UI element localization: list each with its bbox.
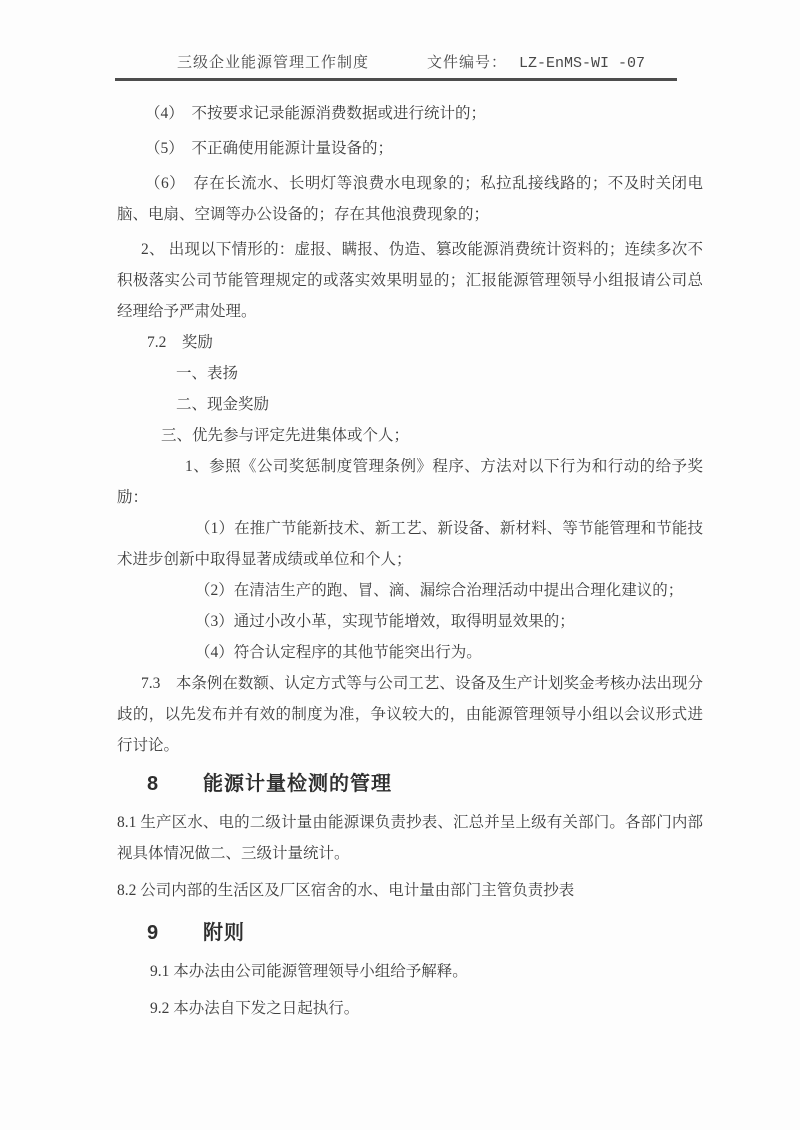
section-9-title: 附则 <box>203 922 245 944</box>
section-8-title: 能源计量检测的管理 <box>203 773 392 795</box>
document-title: 三级企业能源管理工作制度 <box>177 55 370 71</box>
document-number-group <box>427 52 645 75</box>
header-row <box>115 52 677 75</box>
document-number-value: LZ-EnMS-WI -07 <box>518 55 645 72</box>
section-7-2-subheading: 7.2 奖励 <box>147 334 213 351</box>
reward-type-1-paragraph: 一、表扬 <box>176 365 239 382</box>
section-9-heading <box>117 912 703 954</box>
reward-item-4-paragraph: （4）符合认定程序的其他节能突出行为。 <box>195 644 482 661</box>
reward-item-2-paragraph: （2）在清洁生产的跑、冒、滴、漏综合治理活动中提出合理化建议的； <box>195 582 684 599</box>
reward-item-1-paragraph: （1）在推广节能新技术、新工艺、新设备、新材料、等节能管理和节能技术进步创新中取得显著成绩或单位和个人； <box>117 520 703 568</box>
document-body <box>0 81 800 1024</box>
section-8-heading <box>117 763 703 805</box>
penalty-case-2-paragraph: 2、 出现以下情形的：虚报、瞒报、伪造、篡改能源消费统计资料的；连续多次不积极落实公司节能管理规定的或落实效果明显的；汇报能源管理领导小组报请公司总经理给予严肃处理。 <box>117 241 703 320</box>
reward-rule-1-paragraph: 1、参照《公司奖惩制度管理条例》程序、方法对以下行为和行动的给予奖励： <box>117 458 703 506</box>
page-header <box>0 0 800 81</box>
section-8-number: 8 <box>147 773 159 795</box>
section-8-1-paragraph: 8.1 生产区水、电的二级计量由能源课负责抄表、汇总并呈上级有关部门。各部门内部视具体情况做二、三级计量统计。 <box>117 814 703 862</box>
section-9-number: 9 <box>147 922 159 944</box>
section-9-2-paragraph: 9.2 本办法自下发之日起执行。 <box>150 1000 360 1017</box>
reward-type-2-paragraph: 二、现金奖励 <box>176 396 270 413</box>
reward-item-3-paragraph: （3）通过小改小革，实现节能增效，取得明显效果的； <box>195 613 575 630</box>
clause-6-paragraph: （6） 存在长流水、长明灯等浪费水电现象的；私拉乱接线路的；不及时关闭电脑、电扇、空调等办公设备的；存在其他浪费现象的； <box>117 175 703 223</box>
clause-4-paragraph: （4） 不按要求记录能源消费数据或进行统计的； <box>145 105 487 122</box>
section-9-1-paragraph: 9.1 本办法由公司能源管理领导小组给予解释。 <box>150 963 468 980</box>
clause-5-paragraph: （5） 不正确使用能源计量设备的； <box>145 140 394 157</box>
section-7-3-paragraph: 7.3 本条例在数额、认定方式等与公司工艺、设备及生产计划奖金考核办法出现分歧的，以先发布并有效的制度为准，争议较大的，由能源管理领导小组以会议形式进行讨论。 <box>117 675 703 754</box>
section-8-2-paragraph: 8.2 公司内部的生活区及厂区宿舍的水、电计量由部门主管负责抄表 <box>117 882 575 899</box>
reward-type-3-paragraph: 三、优先参与评定先进集体或个人； <box>161 427 410 444</box>
document-number-label: 文件编号： <box>426 55 507 71</box>
